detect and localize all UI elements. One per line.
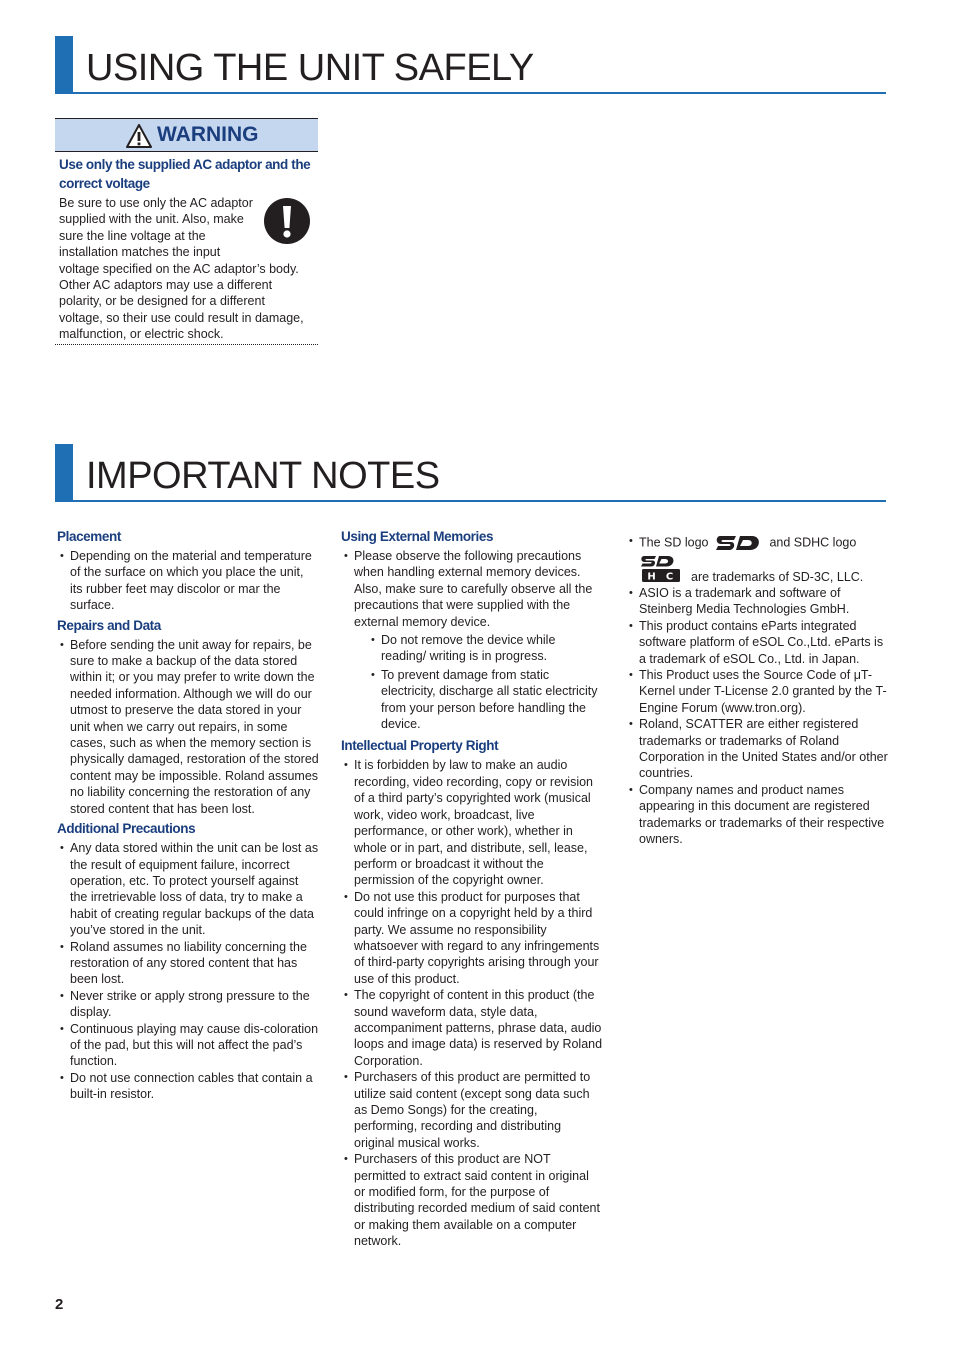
list-item-text: Please observe the following precautions when handling external memory devices. Also, make sure to carefully observe all the precautions that were supplied with the external memory device. xyxy=(354,549,593,629)
notes-column-3 xyxy=(626,533,888,850)
warning-label: WARNING xyxy=(157,123,259,146)
notes-column-2 xyxy=(341,527,603,1252)
list-item xyxy=(341,548,603,732)
notes-column-1 xyxy=(57,527,319,1105)
sd-text-after: are trademarks of SD-3C, LLC. xyxy=(691,570,864,584)
svg-text:C: C xyxy=(665,571,674,583)
list-item: • Roland, SCATTER are either registered trademarks or trademarks of Roland Corporation in the United States and/or other countries. xyxy=(626,716,888,782)
page-number: 2 xyxy=(55,1296,64,1313)
list-item: • Purchasers of this product are NOT permitted to extract said content in original or modified form, for the purpose of distributing recorded medium of said content or making them available on a computer network. xyxy=(341,1151,603,1249)
external-list xyxy=(341,548,603,732)
section-header-safely xyxy=(55,36,886,94)
list-item: • Purchasers of this product are permitted to utilize said content (except song data such as Demo Songs) for the creating, performing, recording and distributing original musical works. xyxy=(341,1069,603,1151)
list-item: • The copyright of content in this product (the sound waveform data, style data, accompaniment patterns, phrase data, audio loops and image data) is reserved by Roland Corporation. xyxy=(341,987,603,1069)
sub-list-item: • To prevent damage from static electricity, discharge all static electricity from your person before handling the device. xyxy=(354,667,603,733)
subheading-placement: Placement xyxy=(57,529,121,544)
list-item: • Roland assumes no liability concerning the restoration of any stored content that has been lost. xyxy=(57,939,319,988)
sub-list-item: • Do not remove the device while reading/ writing is in progress. xyxy=(354,632,603,665)
section-header-notes xyxy=(55,444,886,502)
subheading-repairs: Repairs and Data xyxy=(57,617,161,633)
section-accent-bar xyxy=(55,36,73,92)
sdhc-row xyxy=(639,555,888,585)
list-item: • Do not use this product for purposes that could infringe on a copyright held by a third party. We assume no responsibility whatsoever with regard to any infringements of third-party copyrights arising through your use of this product. xyxy=(341,889,603,987)
warning-body-text: Be sure to use only the AC adaptor supplied with the unit. Also, make sure the line voltage at the installation matches the input voltage specified on the AC adaptor’s body. Other AC adaptors may use a different polarity, or be designed for a different voltage, so their use could result in damage, malfunction, or electric shock. xyxy=(59,196,304,342)
section-title: USING THE UNIT SAFELY xyxy=(86,47,534,89)
mandatory-exclamation-icon xyxy=(263,197,311,245)
trademarks-list xyxy=(626,533,888,848)
warning-body xyxy=(59,195,311,343)
dotted-divider xyxy=(55,344,318,345)
section-accent-bar xyxy=(55,444,73,500)
list-item: • Any data stored within the unit can be lost as the result of equipment failure, incorrect operation, etc. To protect yourself against the irretrievable loss of data, try to make a habit of creating regular backups of the data you’ve stored in the unit. xyxy=(57,840,319,938)
list-item: • ASIO is a trademark and software of Steinberg Media Technologies GmbH. xyxy=(626,585,888,618)
warning-banner xyxy=(55,118,318,152)
svg-text:H: H xyxy=(647,571,656,583)
subheading-additional: Additional Precautions xyxy=(57,821,196,837)
sdhc-logo-icon xyxy=(641,555,681,583)
list-item-sd xyxy=(626,533,888,585)
list-item: • Company names and product names appearing in this document are registered trademarks or trademarks of their respective owners. xyxy=(626,782,888,848)
list-item: • It is forbidden by law to make an audio recording, video recording, copy or revision of a third party’s copyrighted work (musical work, video work, broadcast, live performance, or other work), whether in whole or in part, and distribute, sell, lease, perform or broadcast it without the permission of the copyright owner. xyxy=(341,757,603,888)
external-sublist xyxy=(354,632,603,732)
list-item: • Do not use connection cables that contain a built-in resistor. xyxy=(57,1070,319,1103)
list-item: • Depending on the material and temperature of the surface on which you place the unit, its rubber feet may discolor or mar the surface. xyxy=(57,548,319,614)
sd-logo-icon xyxy=(716,533,762,553)
warning-triangle-icon xyxy=(125,123,153,149)
additional-list xyxy=(57,840,319,1103)
subheading-ip: Intellectual Property Right xyxy=(341,738,499,754)
placement-list xyxy=(57,548,319,614)
list-item: • This Product uses the Source Code of μT-Kernel under T-License 2.0 granted by the T-Engine Forum (www.tron.org). xyxy=(626,667,888,716)
list-item: • Never strike or apply strong pressure to the display. xyxy=(57,988,319,1021)
sd-text-before: The SD logo xyxy=(639,535,709,550)
ip-list xyxy=(341,757,603,1249)
subheading-external-memories: Using External Memories xyxy=(341,529,494,544)
warning-heading: Use only the supplied AC adaptor and the correct voltage xyxy=(59,157,311,191)
list-item: • This product contains eParts integrated software platform of eSOL Co.,Ltd. eParts is a trademark of eSOL Co., Ltd. in Japan. xyxy=(626,618,888,667)
list-item: • Continuous playing may cause dis-coloration of the pad, but this will not affect the pad’s function. xyxy=(57,1021,319,1070)
section-title: IMPORTANT NOTES xyxy=(86,455,440,497)
sd-text-middle: and SDHC logo xyxy=(769,535,857,550)
repairs-list xyxy=(57,637,319,817)
list-item: • Before sending the unit away for repairs, be sure to make a backup of the data stored within it; or you may prefer to write down the needed information. Although we will do our utmost to preserve the data stored in your unit when we carry out repairs, in some cases, such as when the memory section is physically damaged, restoration of the stored content may be impossible. Roland assumes no liability concerning the restoration of any stored content that has been lost. xyxy=(57,637,319,817)
